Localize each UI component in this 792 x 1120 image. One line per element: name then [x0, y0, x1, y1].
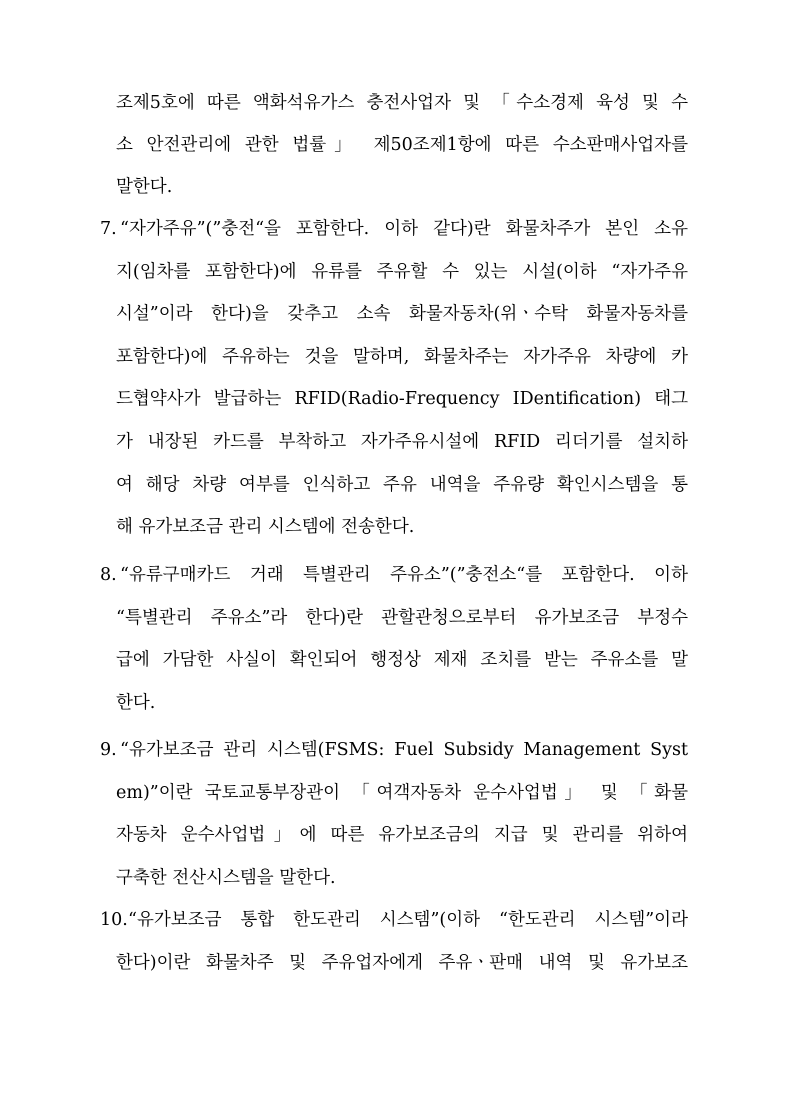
- item-7-line-6: 가 내장된 카드를 부착하고 자가주유시설에 RFID 리더기를 설치하: [116, 432, 688, 452]
- item-7-line-4: 포함한다)에 주유하는 것을 말하며, 화물차주는 자가주유 차량에 카: [116, 347, 688, 367]
- item-9-line-1: “유가보조금 관리 시스템(FSMS: Fuel Subsidy Management Syst: [120, 740, 688, 760]
- item-7-line-8: 해 유가보조금 관리 시스템에 전송한다.: [116, 517, 415, 537]
- item-9-line-4: 구축한 전산시스템을 말한다.: [116, 868, 336, 888]
- item-7-marker: 7.: [100, 219, 117, 239]
- item-9-marker: 9.: [100, 740, 117, 760]
- intro-line-3: 말한다.: [116, 177, 173, 197]
- item-10-line-2: 한다)이란 화물차주 및 주유업자에게 주유ㆍ판매 내역 및 유가보조: [116, 953, 688, 973]
- item-9-line-3: 자동차 운수사업법」에 따른 유가보조금의 지급 및 관리를 위하여: [116, 825, 688, 845]
- item-7-line-7: 여 해당 차량 여부를 인식하고 주유 내역을 주유량 확인시스템을 통: [116, 475, 688, 495]
- item-7-line-5: 드협약사가 발급하는 RFID(Radio-Frequency IDentification) 태그: [116, 389, 688, 409]
- item-9-line-2: em)”이란 국토교통부장관이 「여객자동차 운수사업법」 및 「화물: [116, 783, 688, 803]
- intro-line-1: 조제5호에 따른 액화석유가스 충전사업자 및 「수소경제 육성 및 수: [116, 93, 688, 113]
- item-8-line-4: 한다.: [116, 693, 156, 713]
- item-8-marker: 8.: [100, 565, 117, 585]
- item-8-line-3: 급에 가담한 사실이 확인되어 행정상 제재 조치를 받는 주유소를 말: [116, 650, 688, 670]
- item-8-line-1: “유류구매카드 거래 특별관리 주유소”(”충전소“를 포함한다. 이하: [120, 565, 688, 585]
- item-7-line-1: “자가주유”(”충전“을 포함한다. 이하 같다)란 화물차주가 본인 소유: [120, 219, 688, 239]
- item-7-line-2: 지(임차를 포함한다)에 유류를 주유할 수 있는 시설(이하 “자가주유: [116, 262, 688, 282]
- item-7-line-3: 시설”이라 한다)을 갖추고 소속 화물자동차(위ㆍ수탁 화물자동차를: [116, 304, 688, 324]
- item-8-line-2: “특별관리 주유소”라 한다)란 관할관청으로부터 유가보조금 부정수: [116, 608, 688, 628]
- item-10-line-1: “유가보조금 통합 한도관리 시스템”(이하 “한도관리 시스템”이라: [128, 910, 688, 930]
- item-10-marker: 10.: [100, 910, 128, 930]
- intro-line-2: 소 안전관리에 관한 법률」 제50조제1항에 따른 수소판매사업자를: [116, 135, 688, 155]
